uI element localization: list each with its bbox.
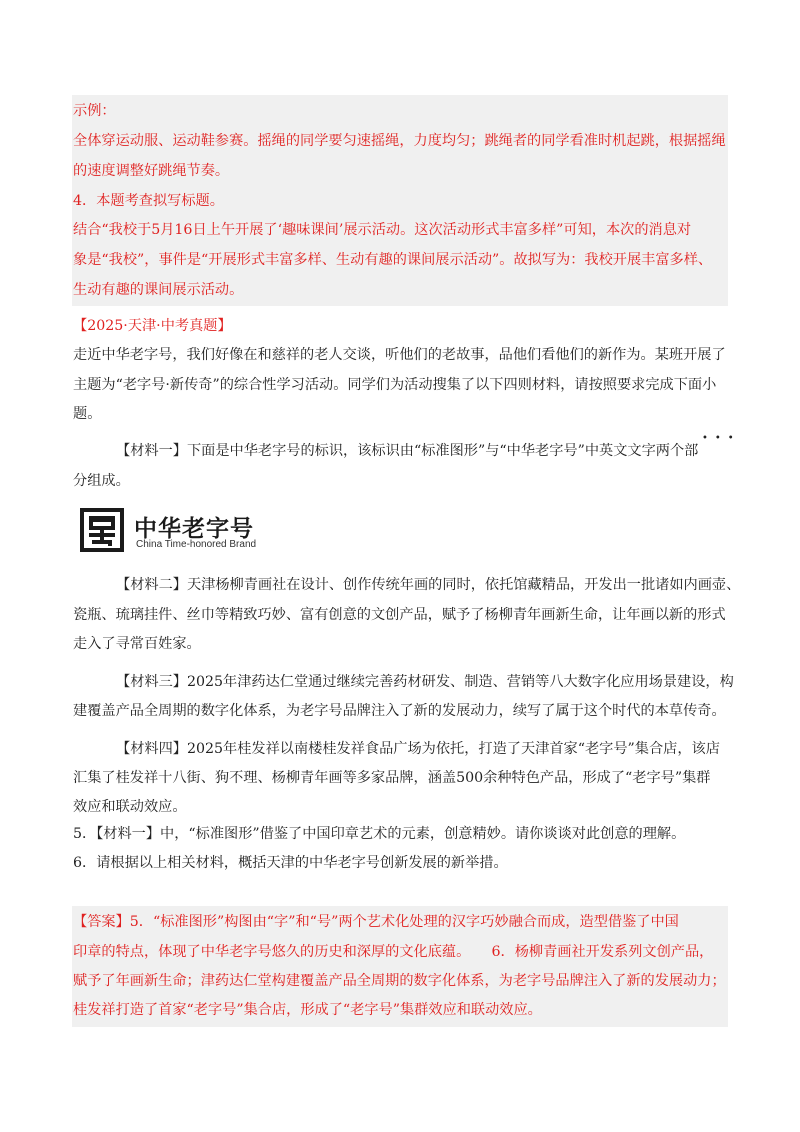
answer-line: 赋予了年画新生命；津药达仁堂构建覆盖产品全周期的数字化体系，为老字号品牌注入了新的发展动力； <box>73 973 726 989</box>
analysis-line: 全体穿运动服、运动鞋参赛。摇绳的同学要匀速摇绳，力度均匀；跳绳者的同学看准时机起跳，根据摇绳 <box>73 133 726 149</box>
intro-line: 主题为“老字号·新传奇”的综合性学习活动。同学们为活动搜集了以下四则材料，请按照要求完成下面小 <box>73 377 717 393</box>
laozihao-logo <box>80 508 280 554</box>
source-tag: 【2025·天津·中考真题】 <box>73 318 232 334</box>
analysis-line: 生动有趣的课间展示活动。 <box>73 282 244 298</box>
material4-line: 汇集了桂发祥十八街、狗不理、杨柳青年画等多家品牌，涵盖500余种特色产品，形成了“老字号”集群 <box>73 770 711 786</box>
answer-line: 印章的特点，体现了中华老字号悠久的历史和深厚的文化底蕴。 6．杨柳青画社开发系列文创产品， <box>73 944 714 960</box>
question-6: 6．请根据以上相关材料，概括天津的中华老字号创新发展的新举措。 <box>73 855 508 871</box>
material4-line: 效应和联动效应。 <box>73 799 187 815</box>
analysis-line: 的速度调整好跳绳节奏。 <box>73 163 230 179</box>
answer-line: 桂发祥打造了首家“老字号”集合店，形成了“老字号”集群效应和联动效应。 <box>73 1002 542 1018</box>
material3-line: 【材料三】2025年津药达仁堂通过继续完善药材研发、制造、营销等八大数字化应用场景建设，构 <box>116 674 734 690</box>
analysis-line: 4．本题考查拟写标题。 <box>73 193 224 209</box>
answer-line: 【答案】5．“标准图形”构图由“字”和“号”两个艺术化处理的汉字巧妙融合而成，造型借鉴了中国 <box>73 914 679 930</box>
material1-line: 分组成。 <box>73 473 130 489</box>
material3-line: 建覆盖产品全周期的数字化体系，为老字号品牌注入了新的发展动力，续写了属于这个时代的本草传奇。 <box>73 703 726 719</box>
logo-chinese-text: 中华老字号 <box>134 516 254 542</box>
analysis-line: 结合“我校于5月16日上午开展了‘趣味课间’展示活动。这次活动形式丰富多样”可知，本次的消息对 <box>73 222 692 238</box>
material2-line: 走入了寻常百姓家。 <box>73 636 201 652</box>
logo-english-text: China Time-honored Brand <box>136 539 257 550</box>
material4-line: 【材料四】2025年桂发祥以南楼桂发祥食品广场为依托，打造了天津首家“老字号”集合店，该店 <box>116 741 720 757</box>
material2-line: 瓷瓶、琉璃挂件、丝巾等精致巧妙、富有创意的文创产品，赋予了杨柳青年画新生命，让年画以新的形式 <box>73 607 726 623</box>
intro-line: 题。 <box>73 406 102 422</box>
emphasis-dots: ••• <box>702 433 741 444</box>
question-5: 5．【材料一】中，“标准图形”借鉴了中国印章艺术的元素，创意精妙。请你谈谈对此创意的理解。 <box>73 826 686 842</box>
intro-line: 走近中华老字号，我们好像在和慈祥的老人交谈，听他们的老故事，品他们看他们的新作为。某班开展了 <box>73 347 726 363</box>
zihao-seal-icon <box>80 508 124 552</box>
material2-line: 【材料二】天津杨柳青画社在设计、创作传统年画的同时，依托馆藏精品，开发出一批诸如内画壶、 <box>116 577 741 593</box>
analysis-line: 示例： <box>73 103 116 119</box>
material1-line: 【材料一】下面是中华老字号的标识，该标识由“标准图形”与“中华老字号”中英文文字两个部 <box>116 443 699 459</box>
analysis-line: 象是“我校”，事件是“开展形式丰富多样、生动有趣的课间展示活动”。故拟写为：我校开展丰富多样、 <box>73 252 713 268</box>
